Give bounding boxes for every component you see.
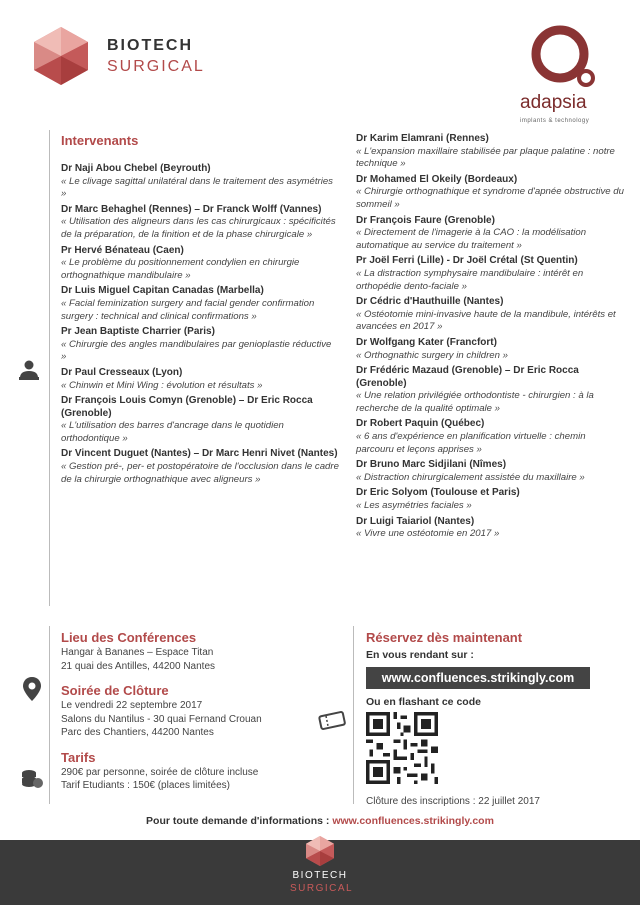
info-column (61, 630, 341, 793)
registration-deadline: Clôture des inscriptions : 22 juillet 2017 (366, 796, 540, 807)
footer-brand-line2: SURGICAL (290, 883, 354, 894)
talk-title: « Chirurgie des angles mandibulaires par genioplastie réductive » (61, 338, 332, 363)
talk-title: « Les asymétries faciales » (356, 500, 472, 512)
talk-title: « Orthognathic surgery in children » (356, 349, 508, 361)
speaker-entry (356, 365, 624, 415)
speaker-entry (356, 296, 624, 334)
speaker-name: Dr Karim Elamrani (Rennes) (356, 133, 489, 144)
talk-title: « Chirurgie orthognathique et syndrome d'apnée obstructive du sommeil » (356, 186, 624, 210)
contact-line (0, 815, 640, 827)
speaker-name: Dr Wolfgang Kater (Francfort) (356, 336, 497, 348)
talk-title: « Vivre une ostéotomie en 2017 » (356, 528, 500, 540)
speaker-icon (17, 358, 41, 382)
venue-line2: 21 quai des Antilles, 44200 Nantes (61, 660, 215, 672)
speaker-entry (356, 459, 624, 484)
register-url-link[interactable]: www.confluences.strikingly.com (366, 667, 590, 689)
speaker-name: Dr Luis Miguel Capitan Canadas (Marbella) (61, 285, 264, 297)
partner-name: adapsia (520, 92, 587, 113)
talk-title: « Distraction chirurgicalement assistée du maxillaire » (356, 471, 585, 483)
speaker-name: Dr Eric Solyom (Toulouse et Paris) (356, 487, 520, 499)
talk-title: « Le problème du positionnement condylien en chirurgie orthognathique mandibulaire » (61, 257, 300, 281)
speaker-entry (61, 285, 339, 323)
speakers-right-column (356, 133, 624, 544)
speaker-entry (61, 395, 339, 445)
speakers-left-column (61, 163, 339, 489)
talk-title: « Utilisation des aligneurs dans les cas chirurgicaux : spécificités de la préparation, de la finition et de la phase chirurgicale » (61, 216, 336, 240)
coins-icon (20, 768, 44, 790)
hexagon-logo-icon (30, 25, 92, 87)
location-pin-icon (22, 676, 42, 702)
partner-tagline: implants & technology (520, 118, 590, 124)
talk-title: « Une relation privilégiée orthodontiste - chirurgien : à la recherche de la qualité optimale » (356, 390, 594, 414)
talk-title: « Facial feminization surgery and facial gender confirmation surgery : technical and clinical confirmations » (61, 297, 315, 322)
speaker-entry (356, 516, 624, 541)
pricing-line2: Tarif Etudiants : 150€ (places limitées) (61, 780, 230, 791)
contact-label: Pour toute demande d'informations : (146, 815, 330, 827)
speaker-entry (356, 418, 624, 456)
closing-title: Soirée de Clôture (61, 683, 169, 698)
speaker-name: Dr Robert Paquin (Québec) (356, 418, 485, 430)
adapsia-logo-icon (528, 22, 598, 92)
talk-title: « Ostéotomie mini-invasive haute de la mandibule, intérêts et avancées en 2017 » (356, 308, 616, 333)
brand-name-line2: SURGICAL (107, 58, 205, 75)
speaker-entry (356, 255, 624, 293)
speaker-name: Pr Jean Baptiste Charrier (Paris) (61, 326, 215, 338)
venue-title: Lieu des Conférences (61, 630, 197, 645)
speaker-entry (356, 133, 624, 171)
speaker-entry (356, 174, 624, 212)
speaker-name: Dr Luigi Taiariol (Nantes) (356, 515, 475, 527)
talk-title: « La distraction symphysaire mandibulaire : intérêt en orthopédie dento-faciale » (356, 267, 584, 292)
pricing-line1: 290€ par personne, soirée de clôture incluse (61, 766, 259, 778)
divider-speakers (49, 130, 50, 606)
closing-line1: Le vendredi 22 septembre 2017 (61, 700, 203, 711)
speaker-name: Dr Marc Behaghel (Rennes) – Dr Franck Wolff (Vannes) (61, 203, 322, 215)
speaker-entry (356, 215, 624, 253)
speaker-name: Pr Hervé Bénateau (Caen) (61, 244, 184, 256)
speaker-name: Dr Vincent Duguet (Nantes) – Dr Marc Henri Nivet (Nantes) (61, 448, 338, 460)
pricing-title: Tarifs (61, 749, 96, 765)
talk-title: « Le clivage sagittal unilatéral dans le traitement des asymétries » (61, 175, 333, 200)
talk-title: « 6 ans d'expérience en planification virtuelle : chemin parcouru et leçons apprises » (356, 431, 586, 455)
talk-title: « Gestion pré-, per- et postopératoire de l'occlusion dans le cadre de la chirurgie orthognathique avec aligneurs » (61, 461, 339, 485)
speaker-entry (61, 163, 339, 201)
contact-url-link[interactable]: www.confluences.strikingly.com (332, 815, 494, 827)
speakers-title: Intervenants (61, 133, 139, 148)
divider-info (49, 626, 50, 804)
talk-title: « Chinwin et Mini Wing : évolution et résultats » (61, 379, 263, 391)
speaker-entry (356, 337, 624, 362)
speaker-name: Dr François Faure (Grenoble) (356, 214, 495, 226)
talk-title: « Directement de l'imagerie à la CAO : la modélisation automatique au service du traitement » (356, 227, 587, 251)
venue-line1: Hangar à Bananes – Espace Titan (61, 647, 214, 658)
qr-code-icon[interactable] (366, 712, 438, 784)
speaker-name: Dr Paul Cresseaux (Lyon) (61, 366, 183, 378)
speaker-entry (61, 448, 339, 486)
speaker-entry (356, 487, 624, 512)
footer-brand-line1: BIOTECH (292, 870, 348, 881)
speaker-name: Dr Naji Abou Chebel (Beyrouth) (61, 163, 211, 174)
speaker-entry (61, 245, 339, 283)
speaker-name: Pr Joël Ferri (Lille) - Dr Joël Crétal (St Quentin) (356, 255, 578, 267)
qr-caption: Ou en flashant ce code (366, 696, 481, 708)
speaker-name: Dr Mohamed El Okeily (Bordeaux) (356, 173, 518, 185)
speaker-entry (61, 326, 339, 364)
register-via: En vous rendant sur : (366, 649, 474, 661)
speaker-name: Dr François Louis Comyn (Grenoble) – Dr Eric Rocca (Grenoble) (61, 395, 313, 419)
speaker-entry (61, 367, 339, 392)
closing-line3: Parc des Chantiers, 44200 Nantes (61, 727, 214, 738)
divider-register (353, 626, 354, 804)
brand-name-line1: BIOTECH (107, 37, 193, 54)
closing-line2: Salons du Nantilus - 30 quai Fernand Crouan (61, 713, 262, 725)
speaker-name: Dr Frédéric Mazaud (Grenoble) – Dr Eric Rocca (Grenoble) (356, 365, 579, 389)
register-title: Réservez dès maintenant (366, 630, 523, 645)
footer-hexagon-logo-icon (304, 835, 336, 867)
speaker-name: Dr Bruno Marc Sidjilani (Nîmes) (356, 459, 507, 471)
talk-title: « L'expansion maxillaire stabilisée par plaque palatine : notre technique » (356, 145, 615, 170)
talk-title: « L'utilisation des barres d'ancrage dans le quotidien orthodontique » (61, 420, 284, 444)
speaker-name: Dr Cédric d'Hauthuille (Nantes) (356, 296, 504, 308)
speaker-entry (61, 204, 339, 242)
